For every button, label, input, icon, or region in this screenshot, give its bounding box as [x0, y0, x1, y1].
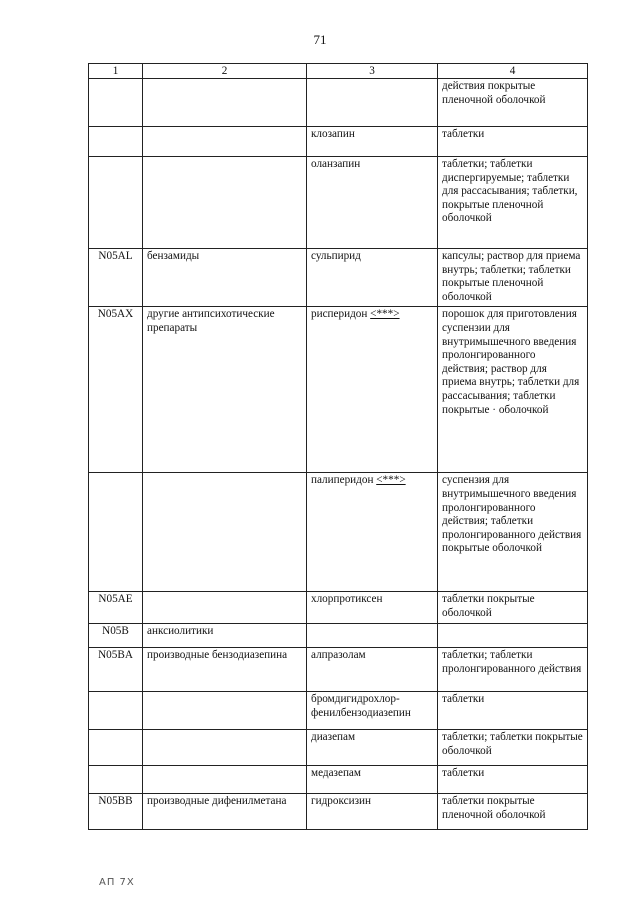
atc-code-cell	[89, 157, 143, 249]
dosage-form-cell: таблетки	[438, 766, 588, 794]
dosage-form-cell: порошок для приготовления суспензии для внутримышечного введения пролонгированного действия; раствор для приема внутрь; таблетки для рассасывания; таблетки покрытые · оболочкой	[438, 307, 588, 473]
page-number: 71	[313, 32, 327, 47]
group-name-cell: производные дифенилметана	[143, 794, 307, 830]
drug-name-cell	[307, 730, 438, 766]
atc-code-cell: N05B	[89, 624, 143, 648]
dosage-form-cell: таблетки покрытые оболочкой	[438, 592, 588, 624]
drug-name-cell	[307, 794, 438, 830]
table-row	[89, 730, 588, 766]
footer-mark: АП 7Х	[99, 877, 135, 888]
atc-code-cell: N05AE	[89, 592, 143, 624]
atc-code-cell	[89, 692, 143, 730]
drug-name: сульпирид	[311, 250, 361, 262]
drug-name-cell	[307, 692, 438, 730]
table-row	[89, 794, 588, 830]
drug-name-cell	[307, 249, 438, 307]
table-row	[89, 307, 588, 473]
drug-name: алпразолам	[311, 649, 366, 662]
table-row	[89, 127, 588, 157]
dosage-form-cell: таблетки	[438, 127, 588, 157]
group-name-cell: бензамиды	[143, 249, 307, 307]
group-name-cell: другие антипсихотические препараты	[143, 307, 307, 473]
dosage-form-cell: таблетки покрытые пленочной оболочкой	[438, 794, 588, 830]
atc-code-cell: N05BB	[89, 794, 143, 830]
drug-name-cell	[307, 127, 438, 157]
table-row	[89, 648, 588, 692]
column-header: 2	[143, 64, 307, 79]
atc-code-cell	[89, 473, 143, 592]
dosage-form-cell: действия покрытые пленочной оболочкой	[438, 79, 588, 127]
drug-name-cell	[307, 766, 438, 794]
drug-name-cell	[307, 592, 438, 624]
drug-name: гидроксизин	[311, 795, 371, 808]
table-row	[89, 624, 588, 648]
footnote-mark: <***>	[376, 474, 406, 487]
drug-name: диазепам	[311, 731, 356, 744]
dosage-form-cell: таблетки	[438, 692, 588, 730]
medicines-table	[88, 63, 588, 830]
dosage-form-cell	[438, 624, 588, 648]
column-header: 4	[438, 64, 588, 79]
drug-name: клозапин	[311, 128, 355, 140]
group-name-cell	[143, 730, 307, 766]
group-name-cell: анксиолитики	[143, 624, 307, 648]
table-row	[89, 79, 588, 127]
column-header: 1	[89, 64, 143, 79]
drug-name-cell	[307, 79, 438, 127]
table-row	[89, 157, 588, 249]
drug-name: рисперидон	[311, 308, 368, 321]
group-name-cell	[143, 127, 307, 157]
drug-name-cell	[307, 473, 438, 592]
group-name-cell	[143, 766, 307, 794]
group-name-cell	[143, 157, 307, 249]
atc-code-cell: N05AX	[89, 307, 143, 473]
drug-name: медазепам	[311, 767, 361, 780]
drug-name-cell	[307, 648, 438, 692]
footnote-mark: <***>	[370, 308, 400, 321]
atc-code-cell	[89, 766, 143, 794]
drug-name: палиперидон	[311, 474, 374, 487]
drug-name-cell	[307, 624, 438, 648]
dosage-form-cell: таблетки; таблетки диспергируемые; таблетки для рассасывания; таблетки, покрытые пленочной оболочкой	[438, 157, 588, 249]
atc-code-cell	[89, 127, 143, 157]
drug-name: хлорпротиксен	[311, 593, 383, 606]
drug-name: бромдигидрохлор-фенилбензодиазепин	[311, 693, 411, 719]
atc-code-cell: N05BA	[89, 648, 143, 692]
group-name-cell	[143, 473, 307, 592]
drug-name-cell	[307, 307, 438, 473]
table-row	[89, 766, 588, 794]
table-row	[89, 592, 588, 624]
group-name-cell	[143, 79, 307, 127]
table-row	[89, 692, 588, 730]
group-name-cell: производные бензодиазепина	[143, 648, 307, 692]
column-header: 3	[307, 64, 438, 79]
table-row	[89, 249, 588, 307]
group-name-cell	[143, 692, 307, 730]
atc-code-cell	[89, 79, 143, 127]
group-name-cell	[143, 592, 307, 624]
atc-code-cell	[89, 730, 143, 766]
atc-code-cell: N05AL	[89, 249, 143, 307]
dosage-form-cell: таблетки; таблетки покрытые оболочкой	[438, 730, 588, 766]
dosage-form-cell: капсулы; раствор для приема внутрь; таблетки; таблетки покрытые пленочной оболочкой	[438, 249, 588, 307]
table-row	[89, 473, 588, 592]
dosage-form-cell: суспензия для внутримышечного введения пролонгированного действия; таблетки пролонгированного действия покрытые оболочкой	[438, 473, 588, 592]
drug-name-cell	[307, 157, 438, 249]
dosage-form-cell: таблетки; таблетки пролонгированного действия	[438, 648, 588, 692]
drug-name: оланзапин	[311, 158, 361, 170]
table-header-row	[89, 64, 588, 79]
